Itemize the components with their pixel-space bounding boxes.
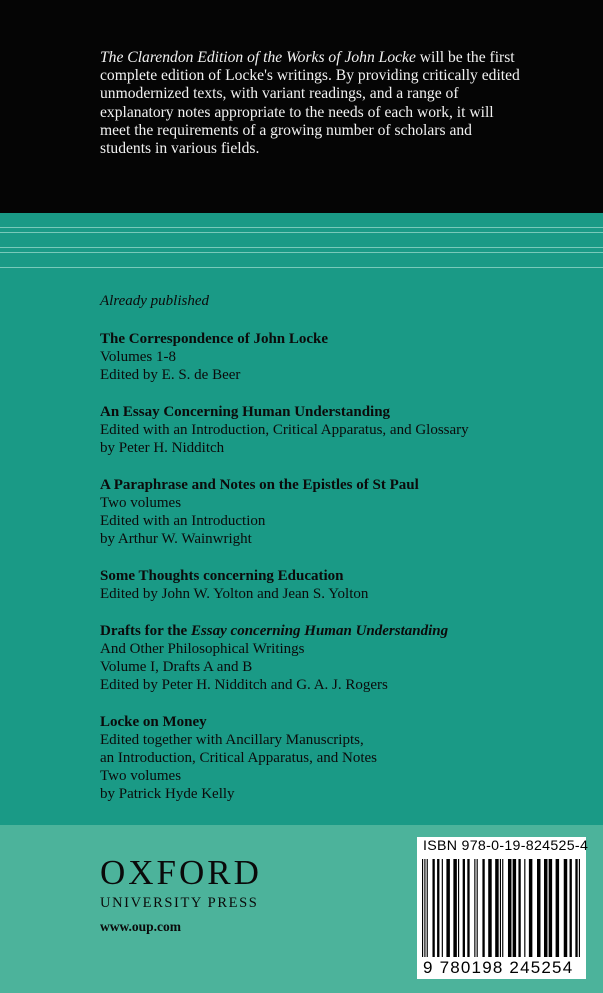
decorative-stripe	[0, 227, 603, 228]
series-description	[100, 49, 520, 158]
book-detail: Edited with an Introduction	[100, 513, 266, 529]
book-detail: an Introduction, Critical Apparatus, and Notes	[100, 750, 378, 766]
publisher-url[interactable]: www.oup.com	[100, 919, 182, 934]
section-label: Already published	[100, 293, 210, 309]
publisher-logo	[100, 855, 262, 912]
barcode-bar	[427, 859, 428, 957]
barcode-bar	[495, 859, 498, 957]
barcode-bar	[579, 859, 580, 957]
barcode-bar	[422, 859, 423, 957]
book-entry	[100, 476, 580, 548]
book-entry	[100, 567, 580, 603]
book-title: Drafts for the Essay concerning Human Understanding	[100, 623, 449, 639]
top-black-band	[0, 0, 603, 213]
book-entry	[100, 622, 580, 694]
decorative-stripe	[0, 267, 603, 268]
book-detail: Edited by John W. Yolton and Jean S. Yolton	[100, 586, 369, 602]
book-entry	[100, 403, 580, 457]
isbn-text: ISBN 978-0-19-824525-4	[423, 838, 589, 854]
decorative-stripe	[0, 247, 603, 248]
barcode-bar	[570, 859, 572, 957]
barcode-bar	[488, 859, 491, 957]
barcode-bar	[556, 859, 559, 957]
book-detail: by Peter H. Nidditch	[100, 440, 225, 456]
barcode-bar	[424, 859, 425, 957]
bottom-band	[0, 825, 603, 993]
barcode-bar	[477, 859, 478, 957]
barcode-bar	[513, 859, 516, 957]
book-detail: by Arthur W. Wainwright	[100, 531, 252, 547]
book-entry	[100, 330, 580, 384]
series-title: The Clarendon Edition of the Works of John Locke	[100, 49, 416, 66]
book-detail: Edited by Peter H. Nidditch and G. A. J. Rogers	[100, 677, 388, 693]
book-entry	[100, 713, 580, 803]
barcode-bar	[482, 859, 484, 957]
barcode-bar	[474, 859, 475, 957]
book-detail: Volume I, Drafts A and B	[100, 659, 253, 675]
barcode-bar	[437, 859, 439, 957]
barcode-bar	[564, 859, 567, 957]
book-title: Some Thoughts concerning Education	[100, 568, 344, 584]
book-title: The Correspondence of John Locke	[100, 331, 329, 347]
book-detail: Two volumes	[100, 768, 182, 784]
book-detail: Edited by E. S. de Beer	[100, 367, 241, 383]
publisher-subtitle: UNIVERSITY PRESS	[100, 895, 259, 911]
decorative-stripe	[0, 252, 603, 253]
published-list	[100, 292, 580, 822]
barcode-bar	[524, 859, 525, 957]
barcode-bar	[442, 859, 443, 957]
barcode-bar	[446, 859, 449, 957]
book-detail: And Other Philosophical Writings	[100, 641, 305, 657]
barcode-bar	[508, 859, 511, 957]
barcode-bar	[575, 859, 576, 957]
book-title: A Paraphrase and Notes on the Epistles of St Paul	[100, 477, 419, 493]
publisher-name: OXFORD	[100, 853, 262, 892]
book-detail: Edited with an Introduction, Critical Apparatus, and Glossary	[100, 422, 469, 438]
barcode-bar	[544, 859, 547, 957]
barcode-bar	[537, 859, 540, 957]
barcode-bar	[577, 859, 578, 957]
book-detail: by Patrick Hyde Kelly	[100, 786, 235, 802]
series-description-text: will be the first complete edition of Locke's writings. By providing critically edited unmodernized texts, with variant readings, and a range of explanatory notes appropriate to the needs of each work, it will meet the requirements of a growing number of scholars and students in various fields.	[100, 49, 520, 158]
barcode-bar	[529, 859, 532, 957]
barcode-bar	[500, 859, 501, 957]
barcode-bar	[502, 859, 503, 957]
decorative-stripe	[0, 232, 603, 233]
barcode-bar	[463, 859, 465, 957]
book-detail: Edited together with Ancillary Manuscripts,	[100, 732, 364, 748]
barcode-digits: 9 780198 245254	[423, 958, 574, 977]
barcode-box	[417, 837, 589, 979]
book-detail: Volumes 1-8	[100, 349, 176, 365]
book-title: Locke on Money	[100, 714, 207, 730]
barcode-bar	[549, 859, 552, 957]
barcode-bar	[518, 859, 520, 957]
barcode-bar	[458, 859, 459, 957]
barcode-bar	[453, 859, 456, 957]
barcode-bar	[432, 859, 434, 957]
book-title: An Essay Concerning Human Understanding	[100, 404, 391, 420]
barcode-icon	[421, 859, 582, 959]
barcode-bar	[467, 859, 469, 957]
book-detail: Two volumes	[100, 495, 182, 511]
